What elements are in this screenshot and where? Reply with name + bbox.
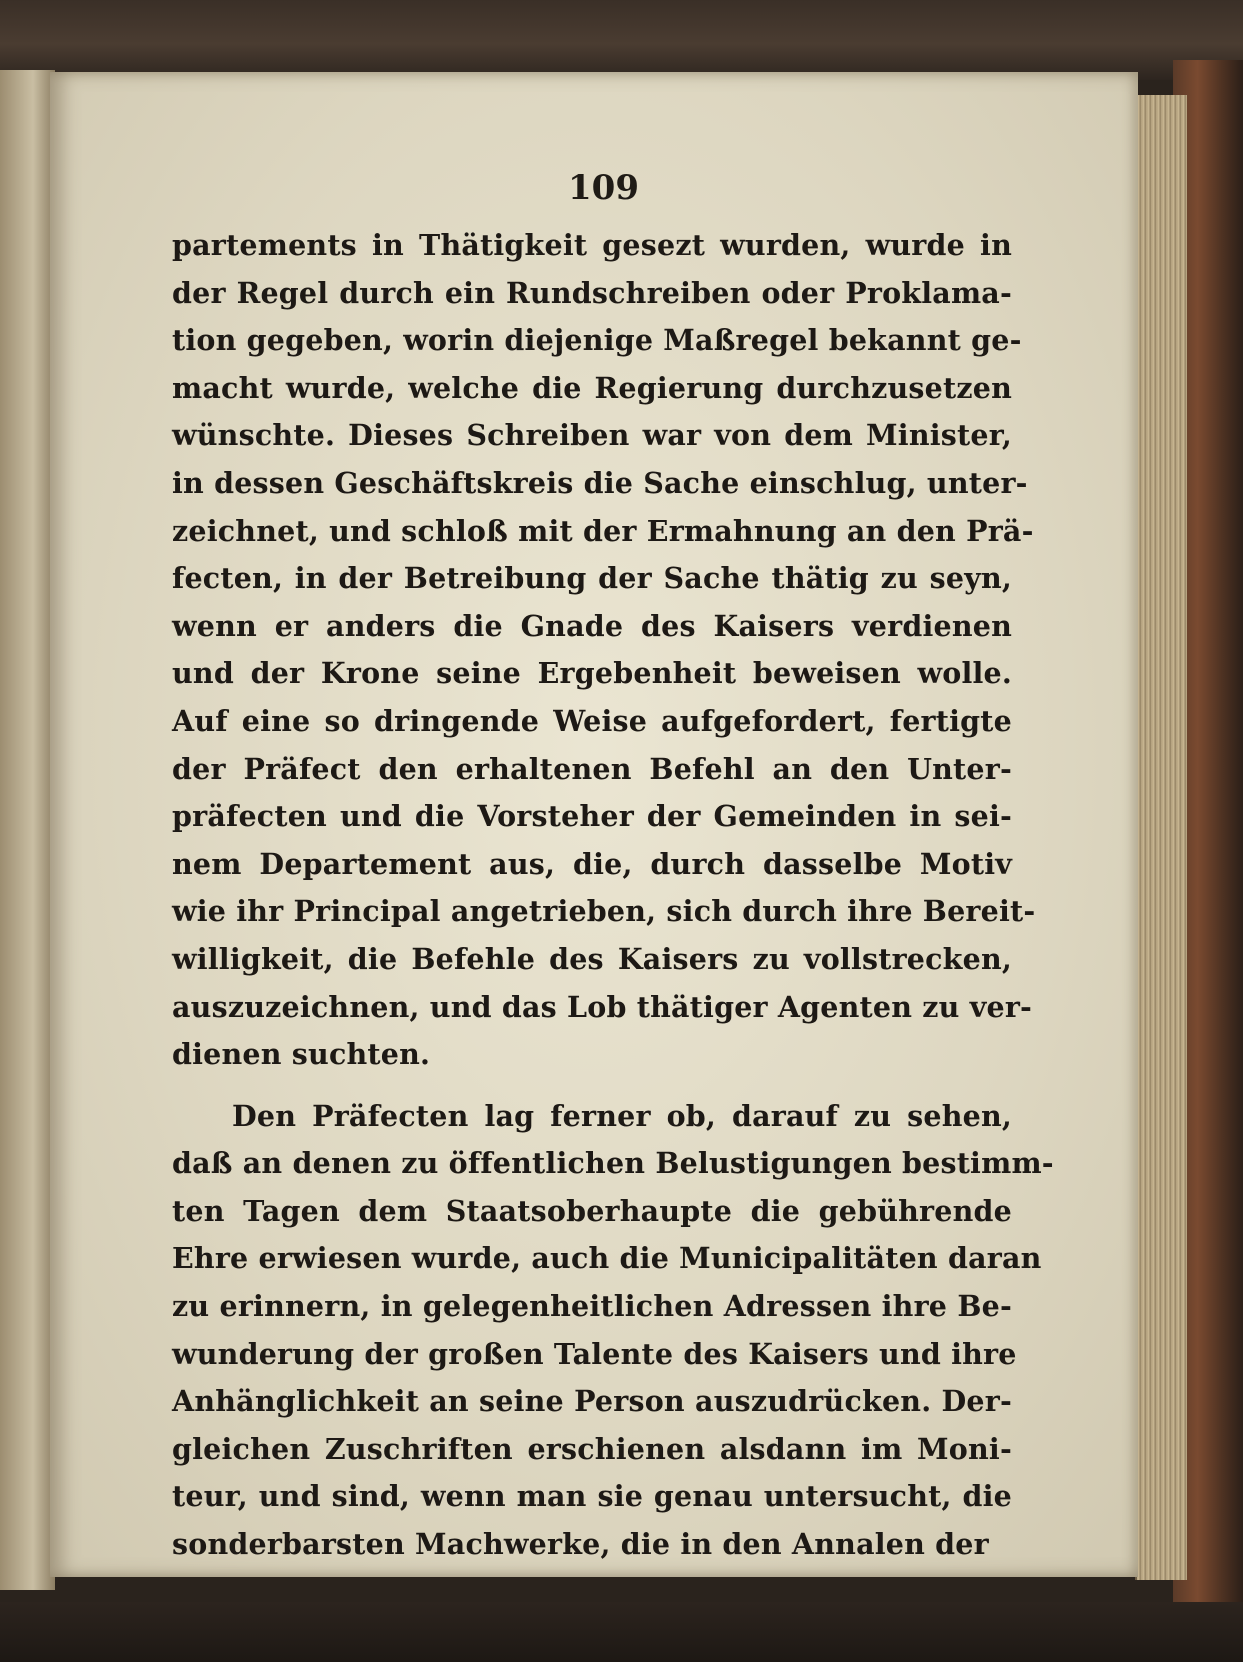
text-line: wünschte. Dieses Schreiben war von dem Minister, — [172, 418, 1012, 453]
text-line: tion gegeben, worin diejenige Maßregel bekannt ge- — [172, 323, 1022, 358]
text-line: wie ihr Principal angetrieben, sich durch ihre Bereit- — [172, 894, 1036, 929]
text-line: und der Krone seine Ergebenheit beweisen wolle. — [172, 656, 1012, 691]
text-line: wenn er anders die Gnade des Kaisers verdienen — [172, 608, 1012, 643]
text-line: Den Präfecten lag ferner ob, darauf zu sehen, — [232, 1098, 1012, 1133]
paragraph-gap — [172, 1079, 1012, 1093]
book-binding-top — [0, 0, 1243, 80]
book-binding-bottom — [0, 1602, 1243, 1662]
text-line: willigkeit, die Befehle des Kaisers zu vollstrecken, — [172, 941, 1012, 976]
text-line: ten Tagen dem Staatsoberhaupte die gebührende — [172, 1193, 1012, 1228]
text-line: nem Departement aus, die, durch dasselbe Motiv — [172, 846, 1012, 881]
text-line: der Regel durch ein Rundschreiben oder Proklama- — [172, 275, 1012, 310]
left-facing-page — [0, 70, 55, 1590]
text-line: wunderung der großen Talente des Kaisers und ihre — [172, 1336, 1017, 1371]
text-line: auszuzeichnen, und das Lob thätiger Agenten zu ver- — [172, 989, 1033, 1024]
text-line: zeichnet, und schloß mit der Ermahnung an den Prä- — [172, 513, 1034, 548]
body-text — [172, 222, 1054, 1569]
text-line: macht wurde, welche die Regierung durchzusetzen — [172, 370, 1012, 405]
text-line: zu erinnern, in gelegenheitlichen Adressen ihre Be- — [172, 1289, 1012, 1324]
text-line: sonderbarsten Machwerke, die in den Annalen der — [172, 1527, 989, 1562]
text-line: gleichen Zuschriften erschienen alsdann im Moni- — [172, 1431, 1012, 1466]
text-line: teur, und sind, wenn man sie genau untersucht, die — [172, 1479, 1012, 1514]
text-line: partements in Thätigkeit gesezt wurden, wurde in — [172, 228, 1012, 262]
text-line: der Präfect den erhaltenen Befehl an den Unter- — [172, 751, 1012, 786]
text-line: präfecten und die Vorsteher der Gemeinden in sei- — [172, 799, 1012, 834]
text-line: fecten, in der Betreibung der Sache thätig zu seyn, — [172, 561, 1012, 596]
page-number: 109 — [568, 168, 639, 208]
text-line: Anhänglichkeit an seine Person auszudrücken. Der- — [172, 1384, 1012, 1419]
page-edges — [1135, 95, 1187, 1580]
text-line: in dessen Geschäftskreis die Sache einschlug, unter- — [172, 465, 1028, 500]
text-line: dienen suchten. — [172, 1037, 431, 1072]
text-line: Ehre erwiesen wurde, auch die Municipalitäten daran — [172, 1241, 1042, 1276]
text-line: daß an denen zu öffentlichen Belustigungen bestimm- — [172, 1146, 1054, 1181]
text-line: Auf eine so dringende Weise aufgefordert, fertigte — [172, 703, 1012, 738]
